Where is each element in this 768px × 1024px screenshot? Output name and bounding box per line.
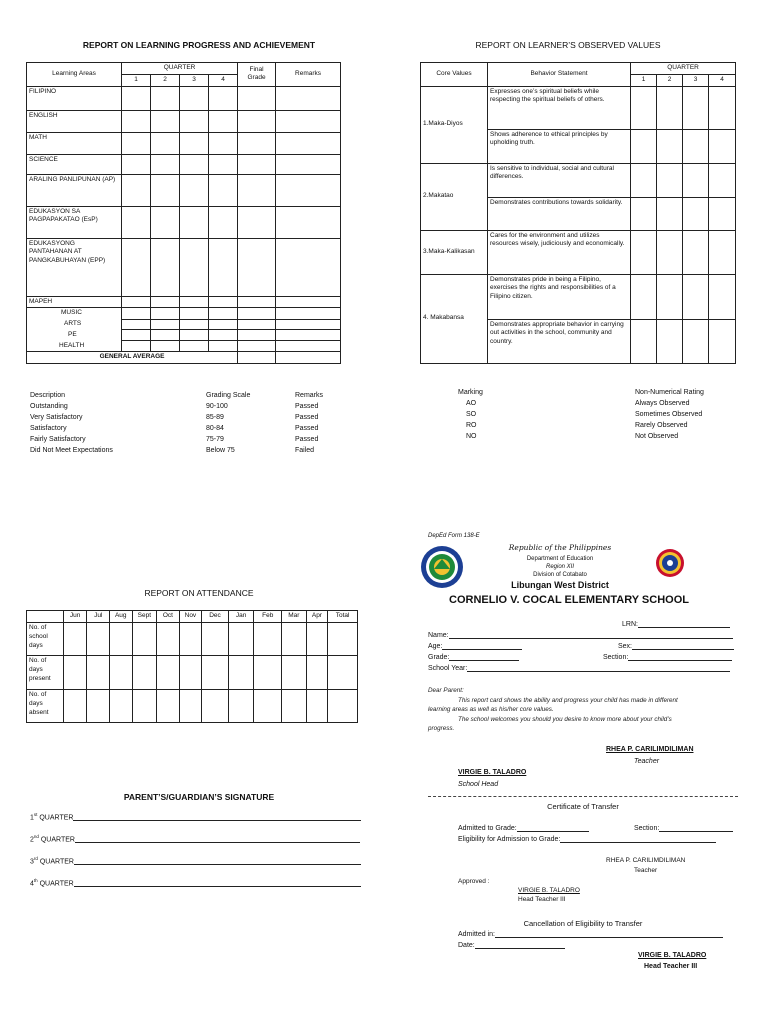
parent-signature-title: PARENT’S/GUARDIAN’S SIGNATURE bbox=[123, 792, 275, 802]
attendance-row-label: No. of school days bbox=[27, 623, 64, 656]
col-q3: 3 bbox=[683, 74, 709, 86]
attendance-table bbox=[26, 610, 358, 723]
department-label: Department of Education bbox=[526, 556, 594, 562]
form-number: DepEd Form 138-E bbox=[428, 533, 480, 539]
section-field[interactable]: Section: bbox=[603, 653, 732, 661]
col-final-grade: Final Grade bbox=[238, 63, 276, 87]
table-row bbox=[27, 319, 341, 330]
col-q4: 4 bbox=[709, 74, 736, 86]
list-item: NO Not Observed bbox=[466, 433, 679, 440]
table-row bbox=[421, 230, 736, 274]
subject-label: ARTS bbox=[27, 319, 122, 330]
month-header: Jun bbox=[63, 611, 87, 623]
table-row bbox=[27, 110, 341, 132]
subject-label: FILIPINO bbox=[27, 86, 122, 110]
values-title: REPORT ON LEARNER’S OBSERVED VALUES bbox=[475, 40, 661, 50]
cancellation-title: Cancellation of Eligibility to Transfer bbox=[523, 919, 643, 928]
date-field[interactable]: Date: bbox=[458, 941, 565, 949]
table-row bbox=[27, 341, 341, 352]
col-learning-areas: Learning Areas bbox=[27, 63, 122, 87]
subject-label: MUSIC bbox=[27, 308, 122, 319]
table-row bbox=[27, 132, 341, 154]
division-label: Division of Cotabato bbox=[533, 572, 587, 578]
table-row bbox=[27, 623, 358, 656]
parent-signature-q2: 2nd QUARTER bbox=[30, 834, 360, 843]
subject-label: MAPEH bbox=[27, 296, 122, 308]
parent-signature-q3: 3rd QUARTER bbox=[30, 856, 361, 865]
month-header: Dec bbox=[202, 611, 229, 623]
marking-legend bbox=[458, 387, 728, 442]
list-item: Fairly Satisfactory 75-79 Passed bbox=[30, 436, 319, 443]
table-row bbox=[27, 296, 341, 308]
col-core-values: Core Values bbox=[421, 63, 488, 87]
rating-header: Non-Numerical Rating bbox=[635, 389, 704, 396]
cancel-head-name: VIRGIE B. TALADRO bbox=[638, 952, 707, 959]
col-q1: 1 bbox=[631, 74, 657, 86]
table-row bbox=[27, 174, 341, 206]
behavior-statement: Demonstrates pride in being a Filipino, exercises the rights and responsibilities of a Filipino citizen. bbox=[488, 274, 631, 319]
table-row bbox=[27, 308, 341, 319]
behavior-statement: Cares for the environment and utilizes resources wisely, judiciously and economically. bbox=[488, 230, 631, 274]
list-item: AO Always Observed bbox=[466, 400, 690, 407]
month-header: Total bbox=[328, 611, 358, 623]
transfer-title: Certificate of Transfer bbox=[547, 802, 619, 811]
col-q4: 4 bbox=[209, 74, 238, 86]
transfer-head-role: Head Teacher III bbox=[518, 896, 566, 903]
values-table bbox=[420, 62, 736, 364]
month-header: Apr bbox=[306, 611, 328, 623]
behavior-statement: Expresses one’s spiritual beliefs while respecting the spiritual beliefs of others. bbox=[488, 86, 631, 129]
marking-header: Marking bbox=[458, 389, 483, 396]
learning-title: REPORT ON LEARNING PROGRESS AND ACHIEVEMENT bbox=[82, 40, 316, 50]
table-row bbox=[27, 238, 341, 296]
month-header: Jan bbox=[228, 611, 254, 623]
school-year-field[interactable]: School Year: bbox=[428, 664, 730, 672]
republic-label: Republic of the Philippines bbox=[508, 543, 612, 552]
month-header: Aug bbox=[109, 611, 132, 623]
teacher-name: RHEA P. CARILIMDILIMAN bbox=[606, 746, 694, 753]
general-average-label: GENERAL AVERAGE bbox=[27, 352, 238, 364]
name-field[interactable]: Name: bbox=[428, 631, 733, 639]
table-row bbox=[421, 163, 736, 197]
col-q3: 3 bbox=[180, 74, 209, 86]
month-header: Nov bbox=[179, 611, 202, 623]
district-label: Libungan West District bbox=[511, 580, 609, 590]
school-head-name: VIRGIE B. TALADRO bbox=[458, 769, 527, 776]
table-row bbox=[421, 274, 736, 319]
subject-label: MATH bbox=[27, 132, 122, 154]
transfer-teacher-name: RHEA P. CARILIMDILIMAN bbox=[606, 857, 686, 864]
table-row bbox=[27, 86, 341, 110]
subject-label: HEALTH bbox=[27, 341, 122, 352]
col-q2: 2 bbox=[657, 74, 683, 86]
eligibility-field[interactable]: Eligibility for Admission to Grade: bbox=[458, 835, 716, 843]
subject-label: ARALING PANLIPUNAN (AP) bbox=[27, 174, 122, 206]
attendance-title: REPORT ON ATTENDANCE bbox=[144, 588, 254, 598]
month-header: Mar bbox=[282, 611, 307, 623]
grade-field[interactable]: Grade: bbox=[428, 653, 519, 661]
subject-label: EDUKASYONG PANTAHANAN AT PANGKABUHAYAN (EPP) bbox=[27, 238, 122, 296]
parent-signature-q4: 4th QUARTER bbox=[30, 878, 361, 887]
table-row bbox=[27, 206, 341, 238]
transfer-head-name: VIRGIE B. TALADRO bbox=[518, 887, 580, 894]
school-head-role: School Head bbox=[458, 781, 499, 788]
lrn-field[interactable]: LRN: bbox=[622, 620, 730, 628]
table-row bbox=[27, 330, 341, 341]
age-field[interactable]: Age: bbox=[428, 642, 522, 650]
behavior-statement: Demonstrates contributions towards solidarity. bbox=[488, 197, 631, 230]
table-row bbox=[27, 656, 358, 690]
col-quarter: QUARTER bbox=[122, 63, 238, 75]
approved-label: Approved : bbox=[458, 878, 490, 885]
cancel-head-role: Head Teacher III bbox=[644, 963, 698, 970]
grading-header-remarks: Remarks bbox=[295, 392, 324, 399]
grading-legend bbox=[30, 390, 350, 456]
core-value-label: 3.Maka-Kalikasan bbox=[421, 230, 488, 274]
list-item: Outstanding 90-100 Passed bbox=[30, 403, 319, 410]
subject-label: SCIENCE bbox=[27, 154, 122, 174]
table-row bbox=[27, 690, 358, 723]
behavior-statement: Demonstrates appropriate behavior in carrying out activities in the school, community and country. bbox=[488, 319, 631, 363]
col-remarks: Remarks bbox=[276, 63, 341, 87]
list-item: RO Rarely Observed bbox=[466, 422, 688, 429]
grading-header-description: Description bbox=[30, 392, 66, 399]
subject-label: ENGLISH bbox=[27, 110, 122, 132]
table-row bbox=[421, 86, 736, 129]
core-value-label: 1.Maka-Diyos bbox=[421, 86, 488, 163]
teacher-role: Teacher bbox=[634, 758, 660, 765]
list-item: Satisfactory 80-84 Passed bbox=[30, 425, 319, 432]
month-header: Sept bbox=[132, 611, 157, 623]
core-value-label: 4. Makabansa bbox=[421, 274, 488, 363]
school-seal-icon bbox=[420, 545, 464, 589]
subject-label: PE bbox=[27, 330, 122, 341]
list-item: Very Satisfactory 85-89 Passed bbox=[30, 414, 319, 421]
transfer-section-field[interactable]: Section: bbox=[634, 824, 733, 832]
month-header: Jul bbox=[87, 611, 110, 623]
region-label: Region XII bbox=[545, 564, 575, 570]
attendance-row-label: No. of days absent bbox=[27, 690, 64, 723]
list-item: SO Sometimes Observed bbox=[466, 411, 703, 418]
core-value-label: 2.Makatao bbox=[421, 163, 488, 230]
admitted-in-field[interactable]: Admitted in: bbox=[458, 930, 723, 938]
school-name: CORNELIO V. COCAL ELEMENTARY SCHOOL bbox=[449, 594, 689, 606]
table-row bbox=[27, 154, 341, 174]
col-q1: 1 bbox=[122, 74, 151, 86]
table-row bbox=[27, 352, 341, 364]
transfer-teacher-role: Teacher bbox=[634, 867, 658, 874]
col-behavior: Behavior Statement bbox=[488, 63, 631, 87]
col-quarter: QUARTER bbox=[631, 63, 736, 75]
month-header: Oct bbox=[157, 611, 180, 623]
grading-header-scale: Grading Scale bbox=[206, 392, 251, 399]
behavior-statement: Shows adherence to ethical principles by upholding truth. bbox=[488, 129, 631, 163]
behavior-statement: Is sensitive to individual, social and cultural differences. bbox=[488, 163, 631, 197]
attendance-row-label: No. of days present bbox=[27, 656, 64, 690]
admitted-grade-field[interactable]: Admitted to Grade: bbox=[458, 824, 589, 832]
cut-line bbox=[428, 796, 738, 797]
learning-table bbox=[26, 62, 341, 364]
deped-seal-icon bbox=[655, 545, 685, 581]
subject-label: EDUKASYON SA PAGPAPAKATAO (EsP) bbox=[27, 206, 122, 238]
list-item: Did Not Meet Expectations Below 75 Failed bbox=[30, 447, 315, 454]
sex-field[interactable]: Sex: bbox=[618, 642, 734, 650]
col-q2: 2 bbox=[151, 74, 180, 86]
parent-signature-q1: 1st QUARTER bbox=[30, 812, 361, 821]
month-header: Feb bbox=[254, 611, 282, 623]
parent-message: Dear Parent: This report card shows the ability and progress your child has made in different learning areas as well as his/her core values. The school welcomes you should you desire to know more about your child’s progress. bbox=[428, 687, 678, 732]
